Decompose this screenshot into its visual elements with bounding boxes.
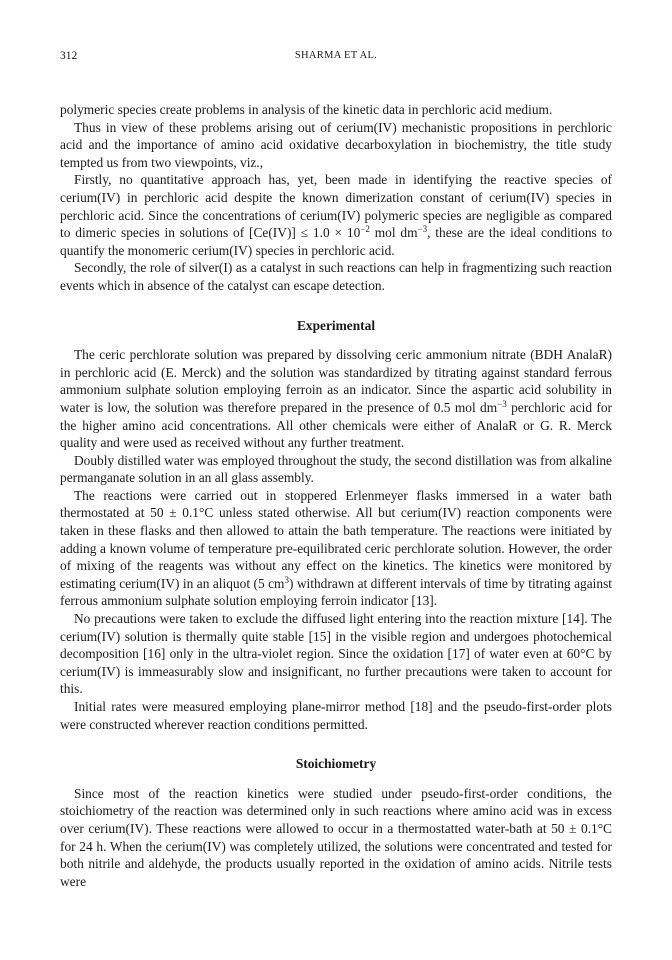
running-head <box>60 50 612 66</box>
running-head-authors: SHARMA ET AL. <box>294 50 378 61</box>
paragraph-distilled-water: Doubly distilled water was employed throughout the study, the second distillation was from alkaline permanganate solution in an all glass assembly. <box>60 452 612 486</box>
paragraph-reactions: The reactions were carried out in stoppered Erlenmeyer flasks immersed in a water bath thermostated at 50 ± 0.1°C unless stated otherwise. All but cerium(IV) reaction components were taken in these flasks and then allowed to attain the bath temperature. The reactions were initiated by adding a known volume of temperature pre-equilibrated ceric perchlorate solution. However, the order of mixing of the reagents was without any effect on the kinetics. The kinetics were monitored by estimating cerium(IV) in an aliquot (5 $cm^3$) withdrawn at different intervals of time by titrating against ferrous ammonium sulphate solution employing ferroin indicator [13]. <box>60 487 612 609</box>
paragraph-continued: polymeric species create problems in analysis of the kinetic data in perchloric acid medium. <box>60 102 553 117</box>
paragraph-ceric-solution: The ceric perchlorate solution was prepared by dissolving ceric ammonium nitrate (BDH AnalaR) in perchloric acid (E. Merck) and the solution was standardized by titrating against standard ferrous ammonium sulphate solution employing ferroin as an indicator. Since the aspartic acid solubility in water is low, the solution was therefore prepared in the presence of 0.5 mol $dm^{-3}$ perchloric acid for the higher amino acid concentrations. All other chemicals were either of AnalaR or G. R. Merck quality and were used as received without any further treatment. <box>60 347 612 451</box>
paragraph-firstly: Firstly, no quantitative approach has, yet, been made in identifying the reactive species of cerium(IV) in perchloric acid despite the known dimerization constant of cerium(IV) species in perchloric acid. Since the concentrations of cerium(IV) polymeric species are negligible as compared to dimeric species in solutions of $[Ce(IV)] \le 1.0 \times 10^{-2}$ mol $dm^{-3}$, these are the ideal conditions to quantify the monomeric cerium(IV) species in perchloric acid. <box>60 172 613 258</box>
paragraph-stoichiometry: Since most of the reaction kinetics were studied under pseudo-first-order conditions, the stoichiometry of the reaction was determined only in such reactions where amino acid was in excess over cerium(IV). These reactions were allowed to occur in a thermostatted water-bath at 50 ± 0.1°C for 24 h. When the cerium(IV) was completely utilized, the solutions were concentrated and tested for both nitrile and aldehyde, the products usually reported in the oxidation of amino acids. Nitrile tests were <box>60 785 612 889</box>
section-heading-stoichiometry: Stoichiometry <box>295 756 377 772</box>
paragraph-precautions: No precautions were taken to exclude the diffused light entering into the reaction mixture [14]. The cerium(IV) solution is thermally quite stable [15] in the visible region and undergoes photochemical decomposition [16] only in the ultra-violet region. Since the oxidation [17] of water even at 60°C by cerium(IV) is immeasurably slow and insignificant, no further precautions were taken to account for this. <box>60 611 612 697</box>
paragraph-secondly: Secondly, the role of silver(I) as a catalyst in such reactions can help in fragmentizing such reaction events which in absence of the catalyst can escape detection. <box>60 260 612 293</box>
page-number: 312 <box>60 50 78 62</box>
body-text <box>60 101 612 890</box>
paragraph-initial-rates: Initial rates were measured employing plane-mirror method [18] and the pseudo-first-order plots were constructed wherever reaction conditions permitted. <box>60 699 612 732</box>
section-heading-experimental: Experimental <box>296 317 376 333</box>
paragraph-motivation: Thus in view of these problems arising out of cerium(IV) mechanistic propositions in perchloric acid and the importance of amino acid oxidative decarboxylation in biochemistry, the title study tempted us from two viewpoints, viz., <box>60 119 612 170</box>
